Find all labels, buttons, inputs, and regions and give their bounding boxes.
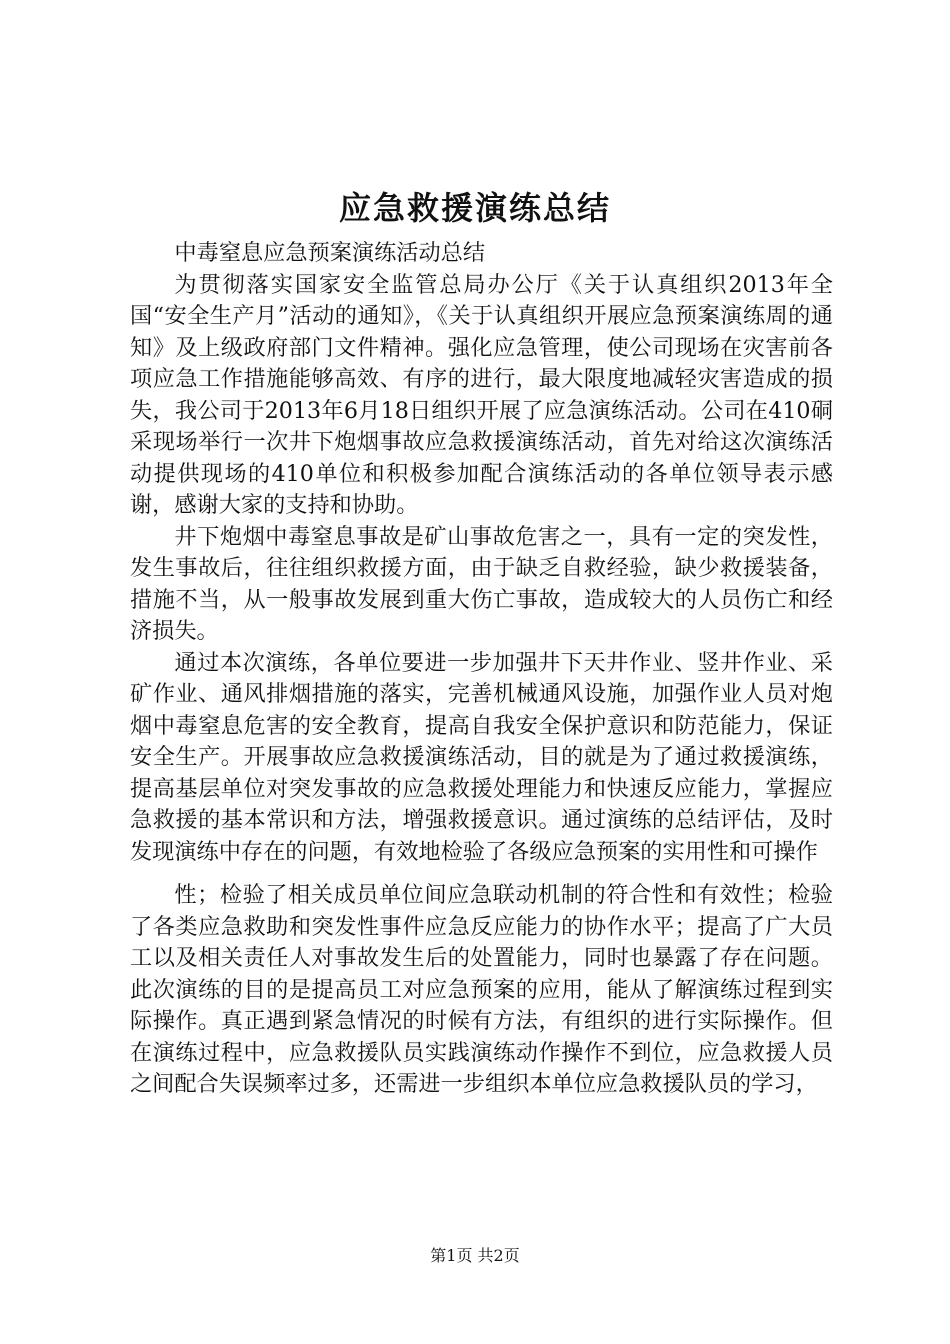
paragraph-2: 井下炮烟中毒窒息事故是矿山事故危害之一，具有一定的突发性，发生事故后，往往组织救援方面，由于缺乏自救经验，缺少救援装备，措施不当，从一般事故发展到重大伤亡事故，造成较大的人员伤亡和经济损失。 — [130, 523, 833, 644]
document-title: 应急救援演练总结 — [338, 189, 611, 227]
paragraph-3: 通过本次演练，各单位要进一步加强井下天井作业、竖井作业、采矿作业、通风排烟措施的落实，完善机械通风设施，加强作业人员对炮烟中毒窒息危害的安全教育，提高自我安全保护意识和防范能力，保证安全生产。开展事故应急救援演练活动，目的就是为了通过救援演练，提高基层单位对突发事故的应急救援处理能力和快速反应能力，掌握应急救援的基本常识和方法，增强救援意识。通过演练的总结评估，及时发现演练中存在的问题，有效地检验了各级应急预案的实用性和可操作 — [130, 649, 833, 865]
page-footer: 第1页 共2页 — [430, 1246, 520, 1265]
paragraph-4: 性；检验了相关成员单位间应急联动机制的符合性和有效性；检验了各类应急救助和突发性事件应急反应能力的协作水平；提高了广大员工以及相关责任人对事故发生后的处置能力，同时也暴露了存在问题。此次演练的目的是提高员工对应急预案的应用，能从了解演练过程到实际操作。真正遇到紧急情况的时候有方法，有组织的进行实际操作。但在演练过程中，应急救援队员实践演练动作操作不到位，应急救援人员之间配合失误频率过多，还需进一步组织本单位应急救援队员的学习， — [130, 882, 833, 1097]
paragraph-1: 为贯彻落实国家安全监管总局办公厅《关于认真组织2013年全国“安全生产月”活动的通知》，《关于认真组织开展应急预案演练周的通知》及上级政府部门文件精神。强化应急管理，使公司现场在灾害前各项应急工作措施能够高效、有序的进行，最大限度地减轻灾害造成的损失，我公司于2013年6月18日组织开展了应急演练活动。公司在410硐采现场举行一次井下炮烟事故应急救援演练活动，首先对给这次演练活动提供现场的410单位和积极参加配合演练活动的各单位领导表示感谢，感谢大家的支持和协助。 — [130, 271, 833, 518]
document-subtitle: 中毒窒息应急预案演练活动总结 — [174, 240, 486, 266]
document-body — [130, 238, 833, 1101]
